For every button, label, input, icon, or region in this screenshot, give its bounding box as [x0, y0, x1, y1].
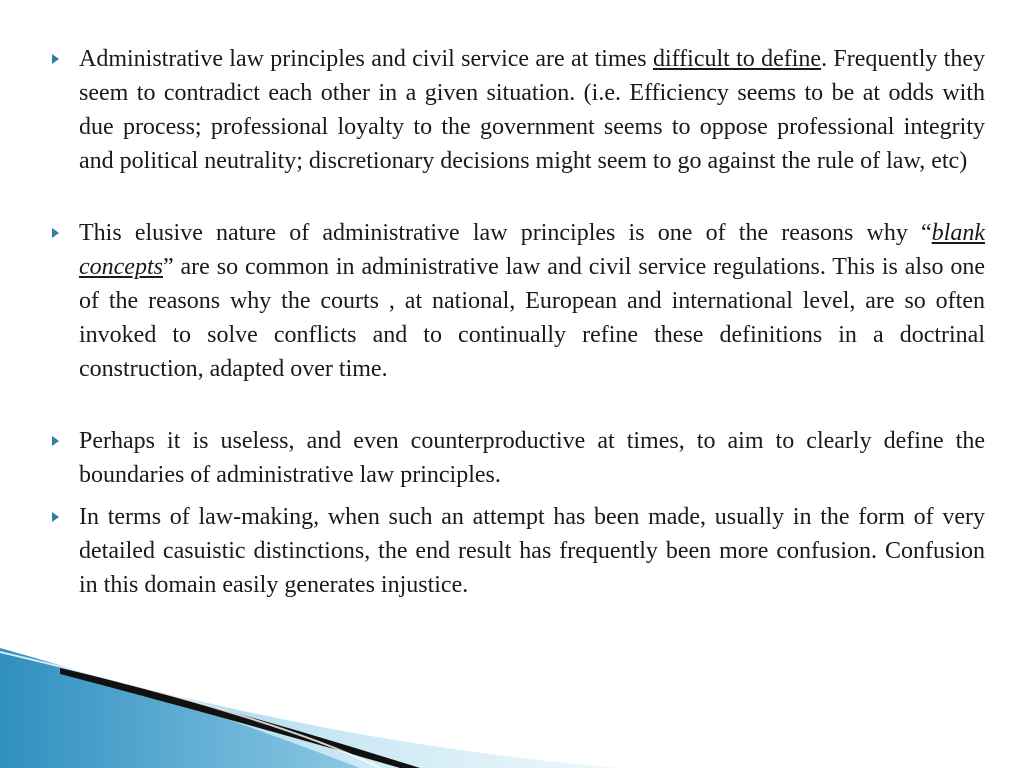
- triangle-right-icon: [52, 512, 59, 522]
- bullet-1-text-part-1: Administrative law principles and civil service are at times: [79, 46, 653, 72]
- swoosh-mid-band: [0, 648, 360, 768]
- triangle-right-icon: [52, 54, 59, 64]
- bullet-4-text: In terms of law-making, when such an attempt has been made, usually in the form of very detailed casuistic distinctions, the end result has frequently been more confusion. Confusion in this domain easily generates injustice.: [79, 504, 985, 598]
- bullet-item-1: [48, 42, 985, 178]
- triangle-right-icon: [52, 228, 59, 238]
- bullet-2-text-part-1: This elusive nature of administrative law principles is one of the reasons why “: [79, 220, 932, 246]
- bullet-item-2: [48, 216, 985, 386]
- bullet-3-text: Perhaps it is useless, and even counterproductive at times, to aim to clearly define the boundaries of administrative law principles.: [79, 428, 985, 488]
- bullet-list: [48, 42, 985, 602]
- triangle-right-icon: [52, 436, 59, 446]
- bullet-item-4: [48, 500, 985, 602]
- bullet-1-text-part-2: . Frequently they seem to contradict each other in a given situation. (i.e. Efficiency seems to be at odds with due process; professional loyalty to the government seems to oppose professional integrity and political neutrality; discretionary decisions might seem to go against the rule of law, etc): [79, 46, 985, 174]
- bullet-1-underlined-phrase: difficult to define: [652, 46, 822, 72]
- bullet-2-text-part-2: ” are so common in administrative law and civil service regulations. This is also one of the reasons why the courts , at national, European and international level, are so often invoked to solve conflicts and to continually refine these definitions in a doctrinal construction, adapted over time.: [79, 254, 985, 382]
- swoosh-dark-band: [60, 668, 420, 768]
- bullet-2-italic-underlined-phrase: blank concepts: [79, 220, 985, 280]
- bullet-item-3: [48, 424, 985, 492]
- swoosh-white-line: [0, 652, 380, 768]
- swoosh-light-band: [0, 650, 620, 768]
